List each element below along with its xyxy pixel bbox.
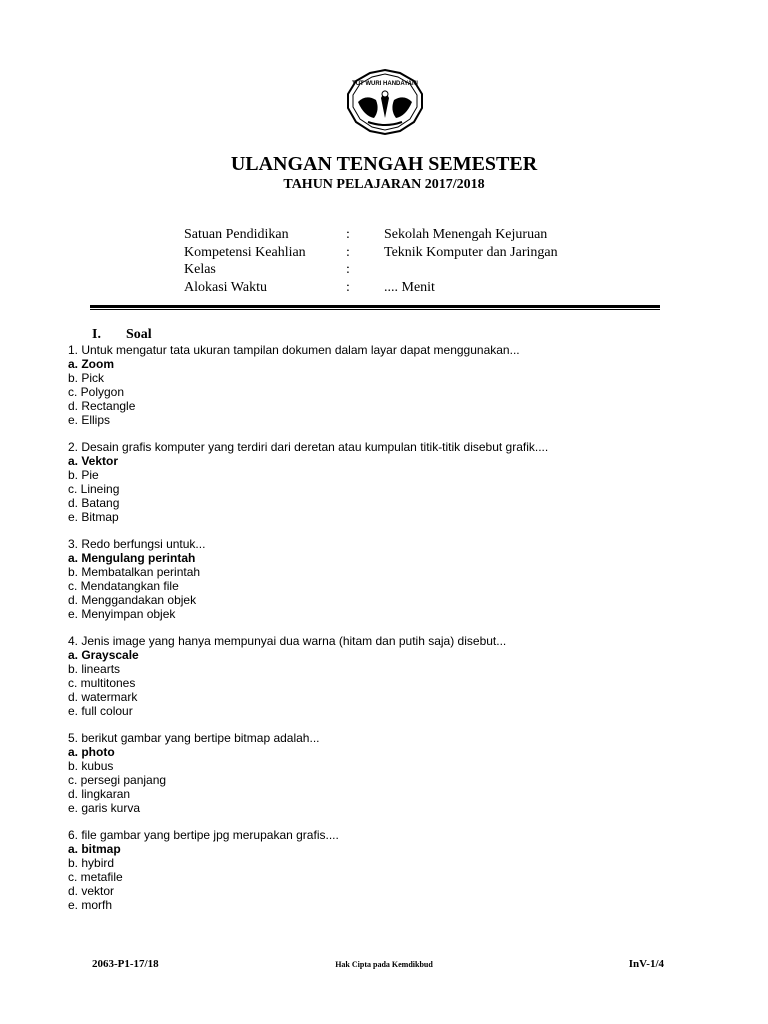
info-colon: : <box>346 279 350 295</box>
info-colon: : <box>346 262 350 277</box>
question-text: 1. Untuk mengatur tata ukuran tampilan dokumen dalam layar dapat menggunakan... <box>68 343 520 357</box>
answer-option: e. Menyimpan objek <box>68 607 176 621</box>
info-colon: : <box>346 227 350 242</box>
answer-option: e. Bitmap <box>68 510 119 524</box>
question-text: 2. Desain grafis komputer yang terdiri dari deretan atau kumpulan titik-titik disebut grafik.... <box>68 440 549 454</box>
answer-option: d. watermark <box>68 690 138 704</box>
answer-option: d. vektor <box>68 884 115 898</box>
question-text: 5. berikut gambar yang bertipe bitmap adalah... <box>68 731 320 745</box>
footer-copyright: Hak Cipta pada Kemdikbud <box>335 960 433 969</box>
answer-option: b. hybird <box>68 856 115 870</box>
answer-option: c. metafile <box>68 870 123 884</box>
answer-option: b. Pick <box>68 371 105 385</box>
answer-option-correct: a. Zoom <box>68 357 115 371</box>
answer-option: b. linearts <box>68 662 121 676</box>
answer-option: e. Ellips <box>68 413 111 427</box>
answer-option: c. persegi panjang <box>68 773 167 787</box>
info-row-kelas <box>184 261 604 279</box>
question-item <box>68 343 708 427</box>
section-title: Soal <box>126 327 152 342</box>
answer-option-correct: a. photo <box>68 745 115 759</box>
answer-option: e. morfh <box>68 898 113 912</box>
answer-option: c. Mendatangkan file <box>68 579 179 593</box>
exam-info-table <box>184 226 604 296</box>
answer-option: b. Pie <box>68 468 99 482</box>
footer-page-number: InV-1/4 <box>628 958 664 970</box>
info-value: Teknik Komputer dan Jaringan <box>384 244 558 260</box>
question-list <box>68 343 708 925</box>
answer-option: d. Batang <box>68 496 120 510</box>
info-value: Sekolah Menengah Kejuruan <box>384 227 548 242</box>
answer-option: e. garis kurva <box>68 801 141 815</box>
answer-option: c. Polygon <box>68 385 125 399</box>
document-title: ULANGAN TENGAH SEMESTER <box>230 153 538 175</box>
answer-option-correct: a. Grayscale <box>68 648 139 662</box>
answer-option: b. Membatalkan perintah <box>68 565 201 579</box>
question-item <box>68 440 708 524</box>
page-footer <box>0 958 768 972</box>
question-item <box>68 731 708 815</box>
question-item <box>68 537 708 621</box>
question-item <box>68 828 708 912</box>
info-label: Satuan Pendidikan <box>184 227 289 242</box>
logo-text: TUT WURI HANDAYANI <box>352 81 418 87</box>
question-text: 4. Jenis image yang hanya mempunyai dua warna (hitam dan putih saja) disebut... <box>68 634 507 648</box>
info-colon: : <box>346 244 350 260</box>
header-divider-thin <box>90 309 660 310</box>
answer-option: b. kubus <box>68 759 114 773</box>
answer-option: c. multitones <box>68 676 136 690</box>
answer-option: e. full colour <box>68 704 133 718</box>
answer-option: d. Menggandakan objek <box>68 593 197 607</box>
info-label: Kompetensi Keahlian <box>184 244 306 260</box>
answer-option-correct: a. Vektor <box>68 454 119 468</box>
document-subtitle: TAHUN PELAJARAN 2017/2018 <box>283 177 485 192</box>
section-heading <box>92 326 152 343</box>
footer-doc-code: 2063-P1-17/18 <box>92 958 159 970</box>
info-value: .... Menit <box>384 279 435 295</box>
answer-option: c. Lineing <box>68 482 120 496</box>
info-label: Kelas <box>184 262 216 277</box>
question-text: 3. Redo berfungsi untuk... <box>68 537 206 551</box>
answer-option: d. Rectangle <box>68 399 136 413</box>
info-row-alokasi-waktu <box>184 279 604 297</box>
answer-option: d. lingkaran <box>68 787 131 801</box>
question-item <box>68 634 708 718</box>
info-row-satuan-pendidikan <box>184 226 604 244</box>
section-number: I. <box>92 327 101 342</box>
answer-option-correct: a. bitmap <box>68 842 121 856</box>
info-label: Alokasi Waktu <box>184 279 267 295</box>
tut-wuri-handayani-emblem-icon <box>344 68 426 136</box>
header-divider <box>90 305 660 308</box>
info-row-kompetensi-keahlian <box>184 244 604 262</box>
answer-option-correct: a. Mengulang perintah <box>68 551 196 565</box>
question-text: 6. file gambar yang bertipe jpg merupakan grafis.... <box>68 828 339 842</box>
